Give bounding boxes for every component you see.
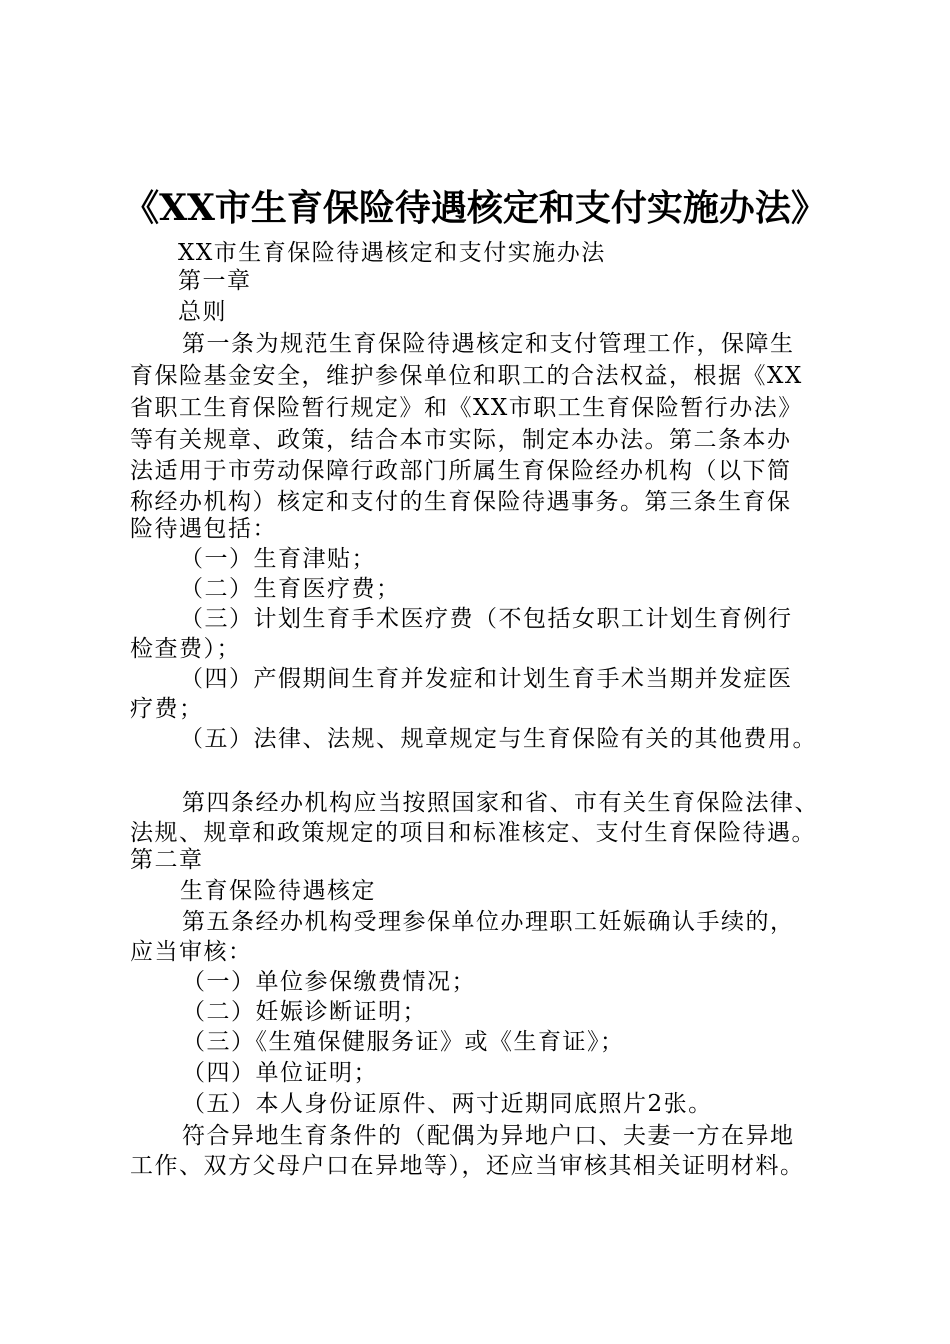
list-item: （三）计划生育手术医疗费（不包括女职工计划生育例行 [180,606,793,632]
subtitle-line: XX市生育保险待遇核定和支付实施办法 [178,240,606,266]
paragraph-line: 法规、规章和政策规定的项目和标准核定、支付生育保险待遇。 [130,820,816,846]
paragraph-line: 法适用于市劳动保障行政部门所属生育保险经办机构（以下简 [130,458,792,484]
list-item: （五）本人身份证原件、两寸近期同底照片2张。 [182,1091,713,1117]
paragraph-line: 工作、双方父母户口在异地等），还应当审核其相关证明材料。 [130,1153,805,1179]
paragraph-line: 省职工生育保险暂行规定》和《XX市职工生育保险暂行办法》 [130,395,803,421]
list-item: （一）单位参保缴费情况； [182,969,476,995]
paragraph-line: 符合异地生育条件的（配偶为异地户口、夫妻一方在异地 [182,1123,795,1149]
list-item: （二）妊娠诊断证明； [182,999,427,1025]
chapter-heading: 第一章 [178,268,252,294]
paragraph-line: 第一条为规范生育保险待遇核定和支付管理工作，保障生 [182,331,795,357]
paragraph-line: 第五条经办机构受理参保单位办理职工妊娠确认手续的， [182,909,795,935]
document-title: 《XX市生育保险待遇核定和支付实施办法》 [123,187,827,229]
list-item: （一）生育津贴； [180,546,376,572]
list-item-continued: 疗费； [130,696,204,722]
list-item: （五）法律、法规、规章规定与生育保险有关的其他费用。 [180,726,817,752]
paragraph-line: 等有关规章、政策，结合本市实际，制定本办法。第二条本办 [130,427,792,453]
list-item: （二）生育医疗费； [180,576,401,602]
list-item: （四）单位证明； [182,1060,378,1086]
chapter-heading: 第二章 [130,847,204,873]
paragraph-line: 第四条经办机构应当按照国家和省、市有关生育保险法律、 [182,790,819,816]
paragraph-line: 险待遇包括： [130,516,277,542]
list-item: （四）产假期间生育并发症和计划生育手术当期并发症医 [180,666,793,692]
section-heading: 生育保险待遇核定 [180,878,376,904]
paragraph-line: 育保险基金安全，维护参保单位和职工的合法权益，根据《XX [130,363,803,389]
paragraph-line: 应当审核： [130,939,253,965]
list-item-continued: 检查费）； [130,636,241,662]
section-heading: 总则 [178,299,227,325]
list-item: （三）《生殖保健服务证》或《生育证》； [182,1029,625,1055]
paragraph-line: 称经办机构）核定和支付的生育保险待遇事务。第三条生育保 [130,489,792,515]
